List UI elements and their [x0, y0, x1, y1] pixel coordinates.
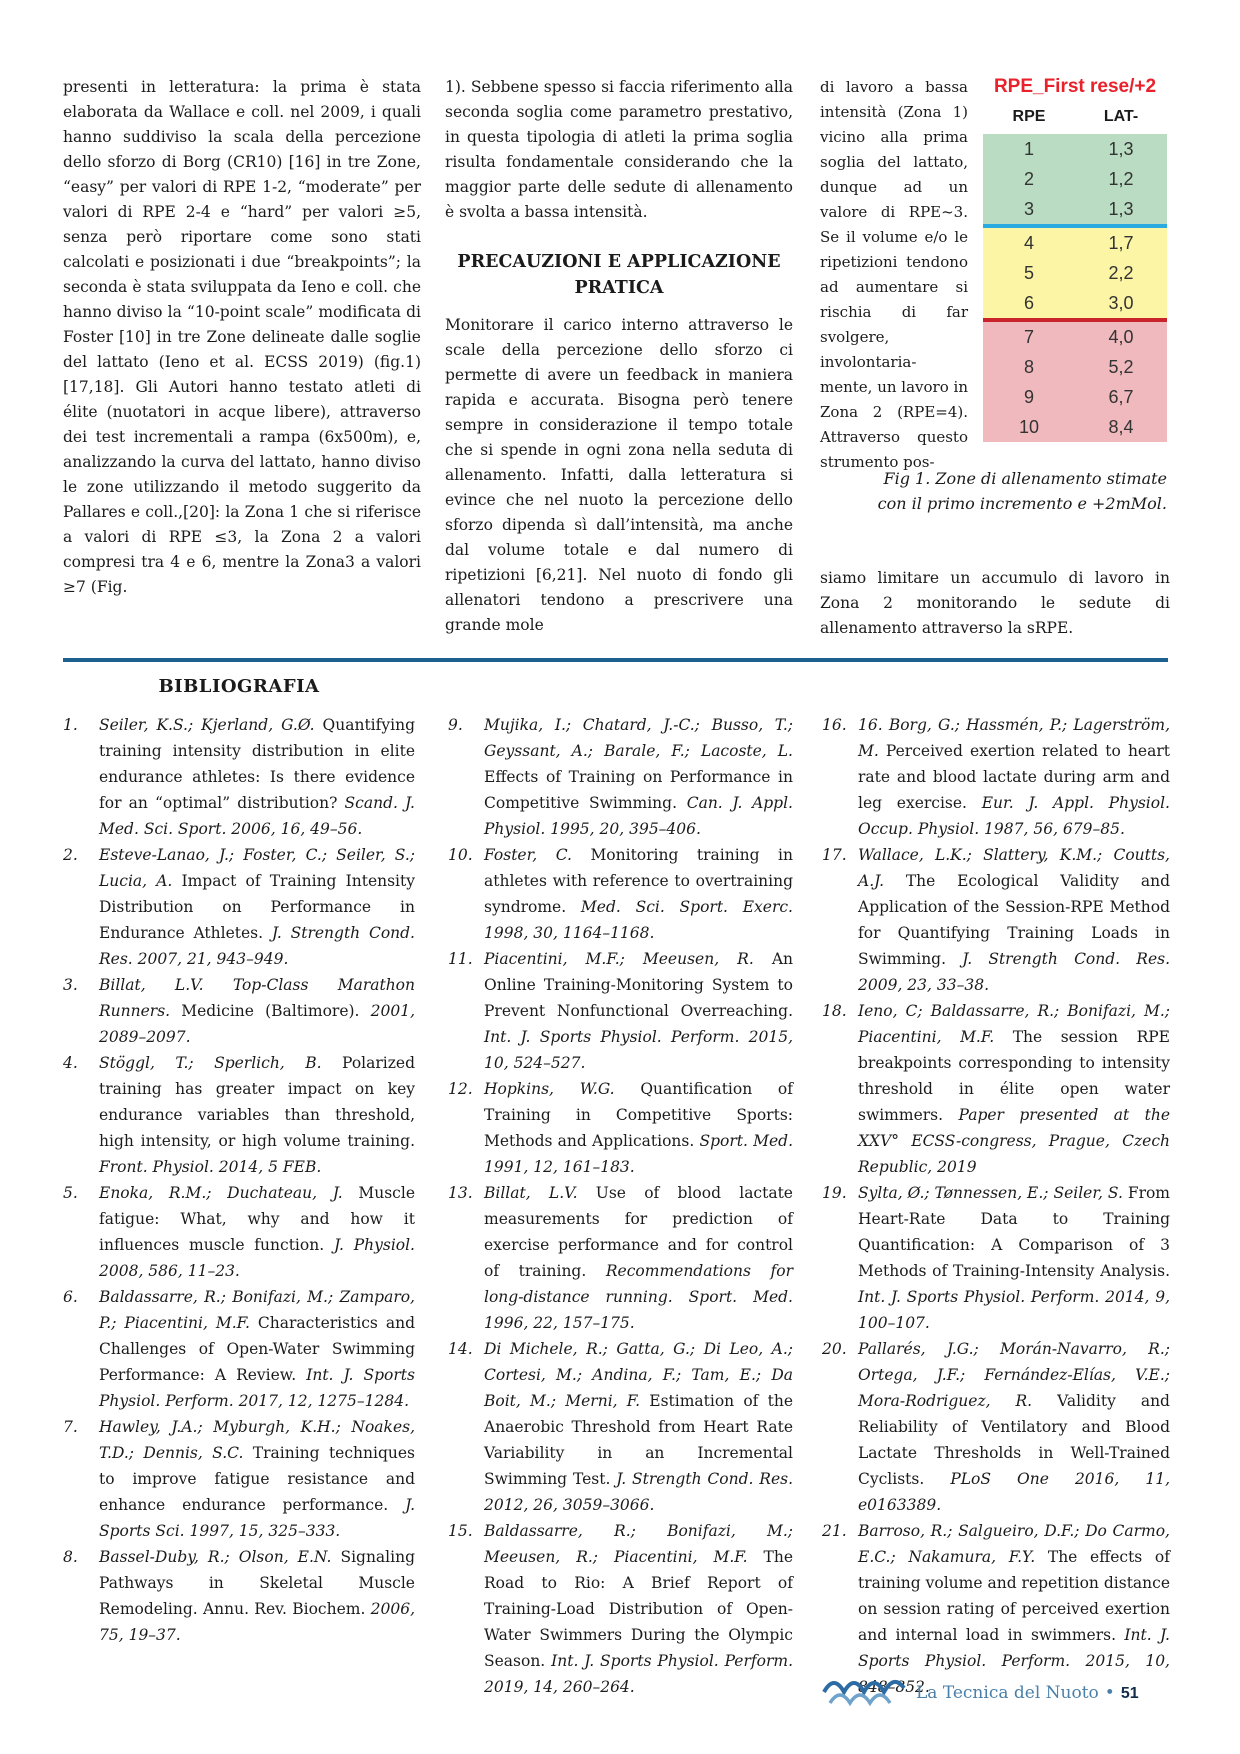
rpe-table-cell: 1,3	[1108, 138, 1134, 159]
waves-logo-icon	[822, 1670, 906, 1716]
reference-text: Foster, C. Monitoring training in athletes with reference to overtraining syndrome. Med. Sci. Sport. Exerc. 1998, 30, 1164–1168.	[484, 846, 793, 942]
reference-item	[448, 1518, 793, 1700]
page-footer	[822, 1668, 1182, 1718]
article-paragraph: di lavoro a bassa intensità (Zona 1) vicino alla prima soglia del lattato, dunque ad un valore di RPE~3. Se il volume e/o le ripetizioni tendono ad aumentare si rischia di far svolgere, involontaria-mente, un lavoro in Zona 2 (RPE=4). Attraverso questo strumento pos-	[820, 78, 968, 471]
reference-text: Wallace, L.K.; Slattery, K.M.; Coutts, A.J. The Ecological Validity and Application of the Session-RPE Method for Quantifying Training Loads in Swimming. J. Strength Cond. Res. 2009, 23, 33–38.	[858, 846, 1170, 994]
reference-item	[822, 712, 1170, 842]
reference-text: Di Michele, R.; Gatta, G.; Di Leo, A.; Cortesi, M.; Andina, F.; Tam, E.; Da Boit, M.; Merni, F. Estimation of the Anaerobic Threshold from Heart Rate Variability in an Incremental Swimming Test. J. Strength Cond. Res. 2012, 26, 3059–3066.	[484, 1340, 793, 1514]
reference-item	[63, 1544, 415, 1648]
reference-text: Baldassarre, R.; Bonifazi, M.; Zamparo, P.; Piacentini, M.F. Characteristics and Challenges of Open-Water Swimming Performance: A Review. Int. J. Sports Physiol. Perform. 2017, 12, 1275–1284.	[99, 1288, 415, 1410]
rpe-table-cell: 6	[1023, 292, 1034, 313]
reference-number: 13.	[448, 1184, 473, 1202]
reference-text: Hopkins, W.G. Quantification of Training in Competitive Sports: Methods and Applications. Sport. Med. 1991, 12, 161–183.	[484, 1080, 793, 1176]
article-paragraph: siamo limitare un accumulo di lavoro in Zona 2 monitorando le sedute di allenamento attraverso la sRPE.	[820, 569, 1170, 637]
reference-text: Esteve-Lanao, J.; Foster, C.; Seiler, S.; Lucia, A. Impact of Training Intensity Distribution on Performance in Endurance Athletes. J. Strength Cond. Res. 2007, 21, 943–949.	[99, 846, 415, 968]
rpe-table-cell: 3	[1023, 198, 1034, 219]
rpe-column-header: RPE	[1012, 108, 1046, 125]
reference-number: 6.	[63, 1288, 78, 1306]
reference-item	[63, 972, 415, 1050]
reference-item	[822, 842, 1170, 998]
reference-number: 14.	[448, 1340, 473, 1358]
article-paragraph: Monitorare il carico interno attraverso le scale della percezione dello sforzo ci permette di avere un feedback in maniera rapida e accurata. Bisogna però tenere sempre in considerazione il tempo totale che si spende in ogni zona nella seduta di allenamento. Infatti, dalla letteratura si evince che nel nuoto la percezione dello sforzo dipenda sì dall’intensità, ma anche dal volume totale e dal numero di ripetizioni [6,21]. Nel nuoto di fondo gli allenatori tendono a prescrivere una grande mole	[445, 316, 793, 634]
bib-column-c	[822, 712, 1170, 1700]
reference-item	[63, 842, 415, 972]
reference-number: 3.	[63, 976, 78, 994]
rpe-table-row	[983, 288, 1167, 318]
reference-text: Piacentini, M.F.; Meeusen, R. An Online Training-Monitoring System to Prevent Nonfunctional Overreaching. Int. J. Sports Physiol. Perform. 2015, 10, 524–527.	[484, 950, 793, 1072]
reference-number: 5.	[63, 1184, 78, 1202]
reference-text: Billat, L.V. Use of blood lactate measurements for prediction of exercise performance and for control of training. Recommendations for long-distance running. Sport. Med. 1996, 22, 157–175.	[484, 1184, 793, 1332]
rpe-table-row	[983, 164, 1167, 194]
article-paragraph: 1). Sebbene spesso si faccia riferimento alla seconda soglia come parametro prestativo, in questa tipologia di atleti la prima soglia risulta fondamentale considerando che la maggior parte delle sedute di allenamento è svolta a bassa intensità.	[445, 78, 793, 221]
rpe-table-row	[983, 134, 1167, 164]
reference-number: 2.	[63, 846, 78, 864]
reference-number: 9.	[448, 716, 463, 734]
article-paragraph: presenti in letteratura: la prima è stata elaborata da Wallace e coll. nel 2009, i quali hanno suddiviso la scala della percezione dello sforzo di Borg (CR10) [16] in tre Zone, “easy” per valori di RPE 1-2, “moderate” per valori di RPE 2-4 e “hard” per valori ≥5, senza però riportare come sono stati calcolati e posizionati i due “breakpoints”; la seconda è stata sviluppata da Ieno e coll. che hanno diviso la “10-point scale” modificata di Foster [10] in tre Zone delineate dalle soglie del lattato (Ieno et al. ECSS 2019) (fig.1) [17,18]. Gli Autori hanno testato atleti di élite (nuotatori in acque libere), attraverso dei test incrementali a rampa (6x500m), e, analizzando la curva del lattato, hanno diviso le zone utilizzando il metodo suggerito da Pallares e coll.,[20]: la Zona 1 che si riferisce a valori di RPE ≤3, la Zona 2 a valori compresi tra 4 e 6, mentre la Zona3 a valori ≥7 (Fig.	[63, 78, 421, 596]
reference-text: Sylta, Ø.; Tønnessen, E.; Seiler, S. From Heart-Rate Data to Training Quantification: A Comparison of 3 Methods of Training-Intensity Analysis. Int. J. Sports Physiol. Perform. 2014, 9, 100–107.	[858, 1184, 1171, 1332]
reference-text: Enoka, R.M.; Duchateau, J. Muscle fatigue: What, why and how it influences muscle function. J. Physiol. 2008, 586, 11–23.	[99, 1184, 415, 1280]
reference-number: 15.	[448, 1522, 473, 1540]
reference-item	[448, 1076, 793, 1180]
reference-item	[822, 1336, 1170, 1518]
reference-item	[822, 1180, 1170, 1336]
rpe-table-row	[983, 352, 1167, 382]
rpe-table-row	[983, 228, 1167, 258]
reference-item	[448, 946, 793, 1076]
reference-number: 18.	[822, 1002, 847, 1020]
rpe-table-cell: 1,7	[1108, 232, 1134, 253]
page-number: 51	[1120, 1685, 1139, 1702]
section-divider-rule	[63, 658, 1168, 662]
reference-text: Baldassarre, R.; Bonifazi, M.; Meeusen, R.; Piacentini, M.F. The Road to Rio: A Brief Report of Training-Load Distribution of Open-Water Swimmers During the Olympic Season. Int. J. Sports Physiol. Perform. 2019, 14, 260–264.	[484, 1522, 793, 1696]
rpe-table-cell: 8,4	[1108, 416, 1134, 437]
reference-text: Barroso, R.; Salgueiro, D.F.; Do Carmo, E.C.; Nakamura, F.Y. The effects of training volume and repetition distance on session rating of perceived exertion and internal load in swimmers. Int. J. Sports Physiol. Perform. 2015, 10, 848–852.	[858, 1522, 1170, 1696]
reference-item	[63, 712, 415, 842]
reference-item	[448, 1336, 793, 1518]
rpe-table-cell: 1,2	[1108, 168, 1134, 189]
reference-item	[63, 1180, 415, 1284]
reference-number: 4.	[63, 1054, 78, 1072]
reference-number: 1.	[63, 716, 78, 734]
reference-number: 17.	[822, 846, 847, 864]
reference-number: 16.	[822, 716, 847, 734]
reference-number: 10.	[448, 846, 473, 864]
reference-item	[448, 1180, 793, 1336]
bibliography-heading: BIBLIOGRAFIA	[158, 676, 320, 697]
article-column-3	[820, 75, 968, 475]
rpe-table-cell: 3,0	[1108, 292, 1134, 313]
reference-text: Hawley, J.A.; Myburgh, K.H.; Noakes, T.D.; Dennis, S.C. Training techniques to improve fatigue resistance and enhance endurance performance. J. Sports Sci. 1997, 15, 325–333.	[99, 1418, 415, 1540]
rpe-lactate-table	[983, 134, 1167, 442]
article-column-1	[63, 75, 421, 600]
reference-text: Seiler, K.S.; Kjerland, G.Ø. Quantifying training intensity distribution in elite endurance athletes: Is there evidence for an “optimal” distribution? Scand. J. Med. Sci. Sport. 2006, 16, 49–56.	[99, 716, 415, 838]
rpe-table-cell: 2,2	[1108, 262, 1134, 283]
rpe-table-cell: 9	[1023, 386, 1034, 407]
rpe-table-cell: 1	[1023, 138, 1034, 159]
rpe-table-cell: 8	[1023, 356, 1034, 377]
reference-item	[63, 1284, 415, 1414]
rpe-table-cell: 5	[1023, 262, 1034, 283]
reference-item	[63, 1050, 415, 1180]
reference-number: 21.	[822, 1522, 847, 1540]
figure-caption: Fig 1. Zone di allenamento stimate con il primo incremento e +2mMol.	[877, 469, 1167, 513]
reference-text: Mujika, I.; Chatard, J.-C.; Busso, T.; Geyssant, A.; Barale, F.; Lacoste, L. Effects of Training on Performance in Competitive Swimming. Can. J. Appl. Physiol. 1995, 20, 395–406.	[484, 716, 793, 838]
article-column-2	[445, 75, 793, 638]
bib-column-a	[63, 712, 415, 1648]
figure-title: RPE_First rese/+2	[993, 76, 1157, 97]
reference-number: 8.	[63, 1548, 78, 1566]
rpe-table-row	[983, 258, 1167, 288]
section-heading: PRECAUZIONI E APPLICAZIONE PRATICA	[457, 252, 781, 298]
rpe-table-cell: 10	[1018, 416, 1040, 437]
rpe-table-cell: 2	[1023, 168, 1034, 189]
rpe-table-row	[983, 322, 1167, 352]
rpe-table-cell: 4	[1023, 232, 1034, 253]
reference-number: 11.	[448, 950, 473, 968]
rpe-table-cell: 6,7	[1108, 386, 1134, 407]
reference-number: 7.	[63, 1418, 78, 1436]
magazine-name: La Tecnica del Nuoto	[916, 1683, 1099, 1703]
rpe-table-row	[983, 382, 1167, 412]
bib-column-b	[448, 712, 793, 1700]
reference-item	[822, 998, 1170, 1180]
article-column-3-continuation	[820, 566, 1170, 641]
figure-1	[983, 76, 1167, 442]
rpe-table-row	[983, 412, 1167, 442]
reference-text: Bassel-Duby, R.; Olson, E.N. Signaling Pathways in Skeletal Muscle Remodeling. Annu. Rev. Biochem. 2006, 75, 19–37.	[99, 1548, 415, 1644]
reference-number: 19.	[822, 1184, 847, 1202]
reference-text: Billat, L.V. Top-Class Marathon Runners. Medicine (Baltimore). 2001, 2089–2097.	[99, 976, 415, 1046]
table-header-row	[983, 108, 1167, 126]
footer-text	[916, 1683, 1139, 1703]
reference-number: 12.	[448, 1080, 473, 1098]
reference-text: Pallarés, J.G.; Morán-Navarro, R.; Ortega, J.F.; Fernández-Elías, V.E.; Mora-Rodriguez, R. Validity and Reliability of Ventilatory and Blood Lactate Thresholds in Well-Trained Cyclists. PLoS One 2016, 11, e0163389.	[858, 1340, 1171, 1514]
reference-item	[448, 842, 793, 946]
rpe-table-cell: 7	[1023, 326, 1034, 347]
reference-text: 16. Borg, G.; Hassmén, P.; Lagerström, M. Perceived exertion related to heart rate and blood lactate during arm and leg exercise. Eur. J. Appl. Physiol. Occup. Physiol. 1987, 56, 679–85.	[858, 716, 1170, 838]
rpe-table-cell: 1,3	[1108, 198, 1134, 219]
reference-text: Ieno, C; Baldassarre, R.; Bonifazi, M.; Piacentini, M.F. The session RPE breakpoints corresponding to intensity threshold in élite open water swimmers. Paper presented at the XXV° ECSS-congress, Prague, Czech Republic, 2019	[858, 1002, 1170, 1176]
reference-item	[448, 712, 793, 842]
rpe-table-cell: 4,0	[1108, 326, 1134, 347]
rpe-table-row	[983, 194, 1167, 224]
reference-number: 20.	[822, 1340, 847, 1358]
reference-text: Stöggl, T.; Sperlich, B. Polarized training has greater impact on key endurance variables than threshold, high intensity, or high volume training. Front. Physiol. 2014, 5 FEB.	[99, 1054, 415, 1176]
reference-item	[63, 1414, 415, 1544]
rpe-table-cell: 5,2	[1108, 356, 1134, 377]
lat-column-header: LAT-	[1103, 108, 1139, 125]
footer-bullet: •	[1104, 1683, 1115, 1703]
